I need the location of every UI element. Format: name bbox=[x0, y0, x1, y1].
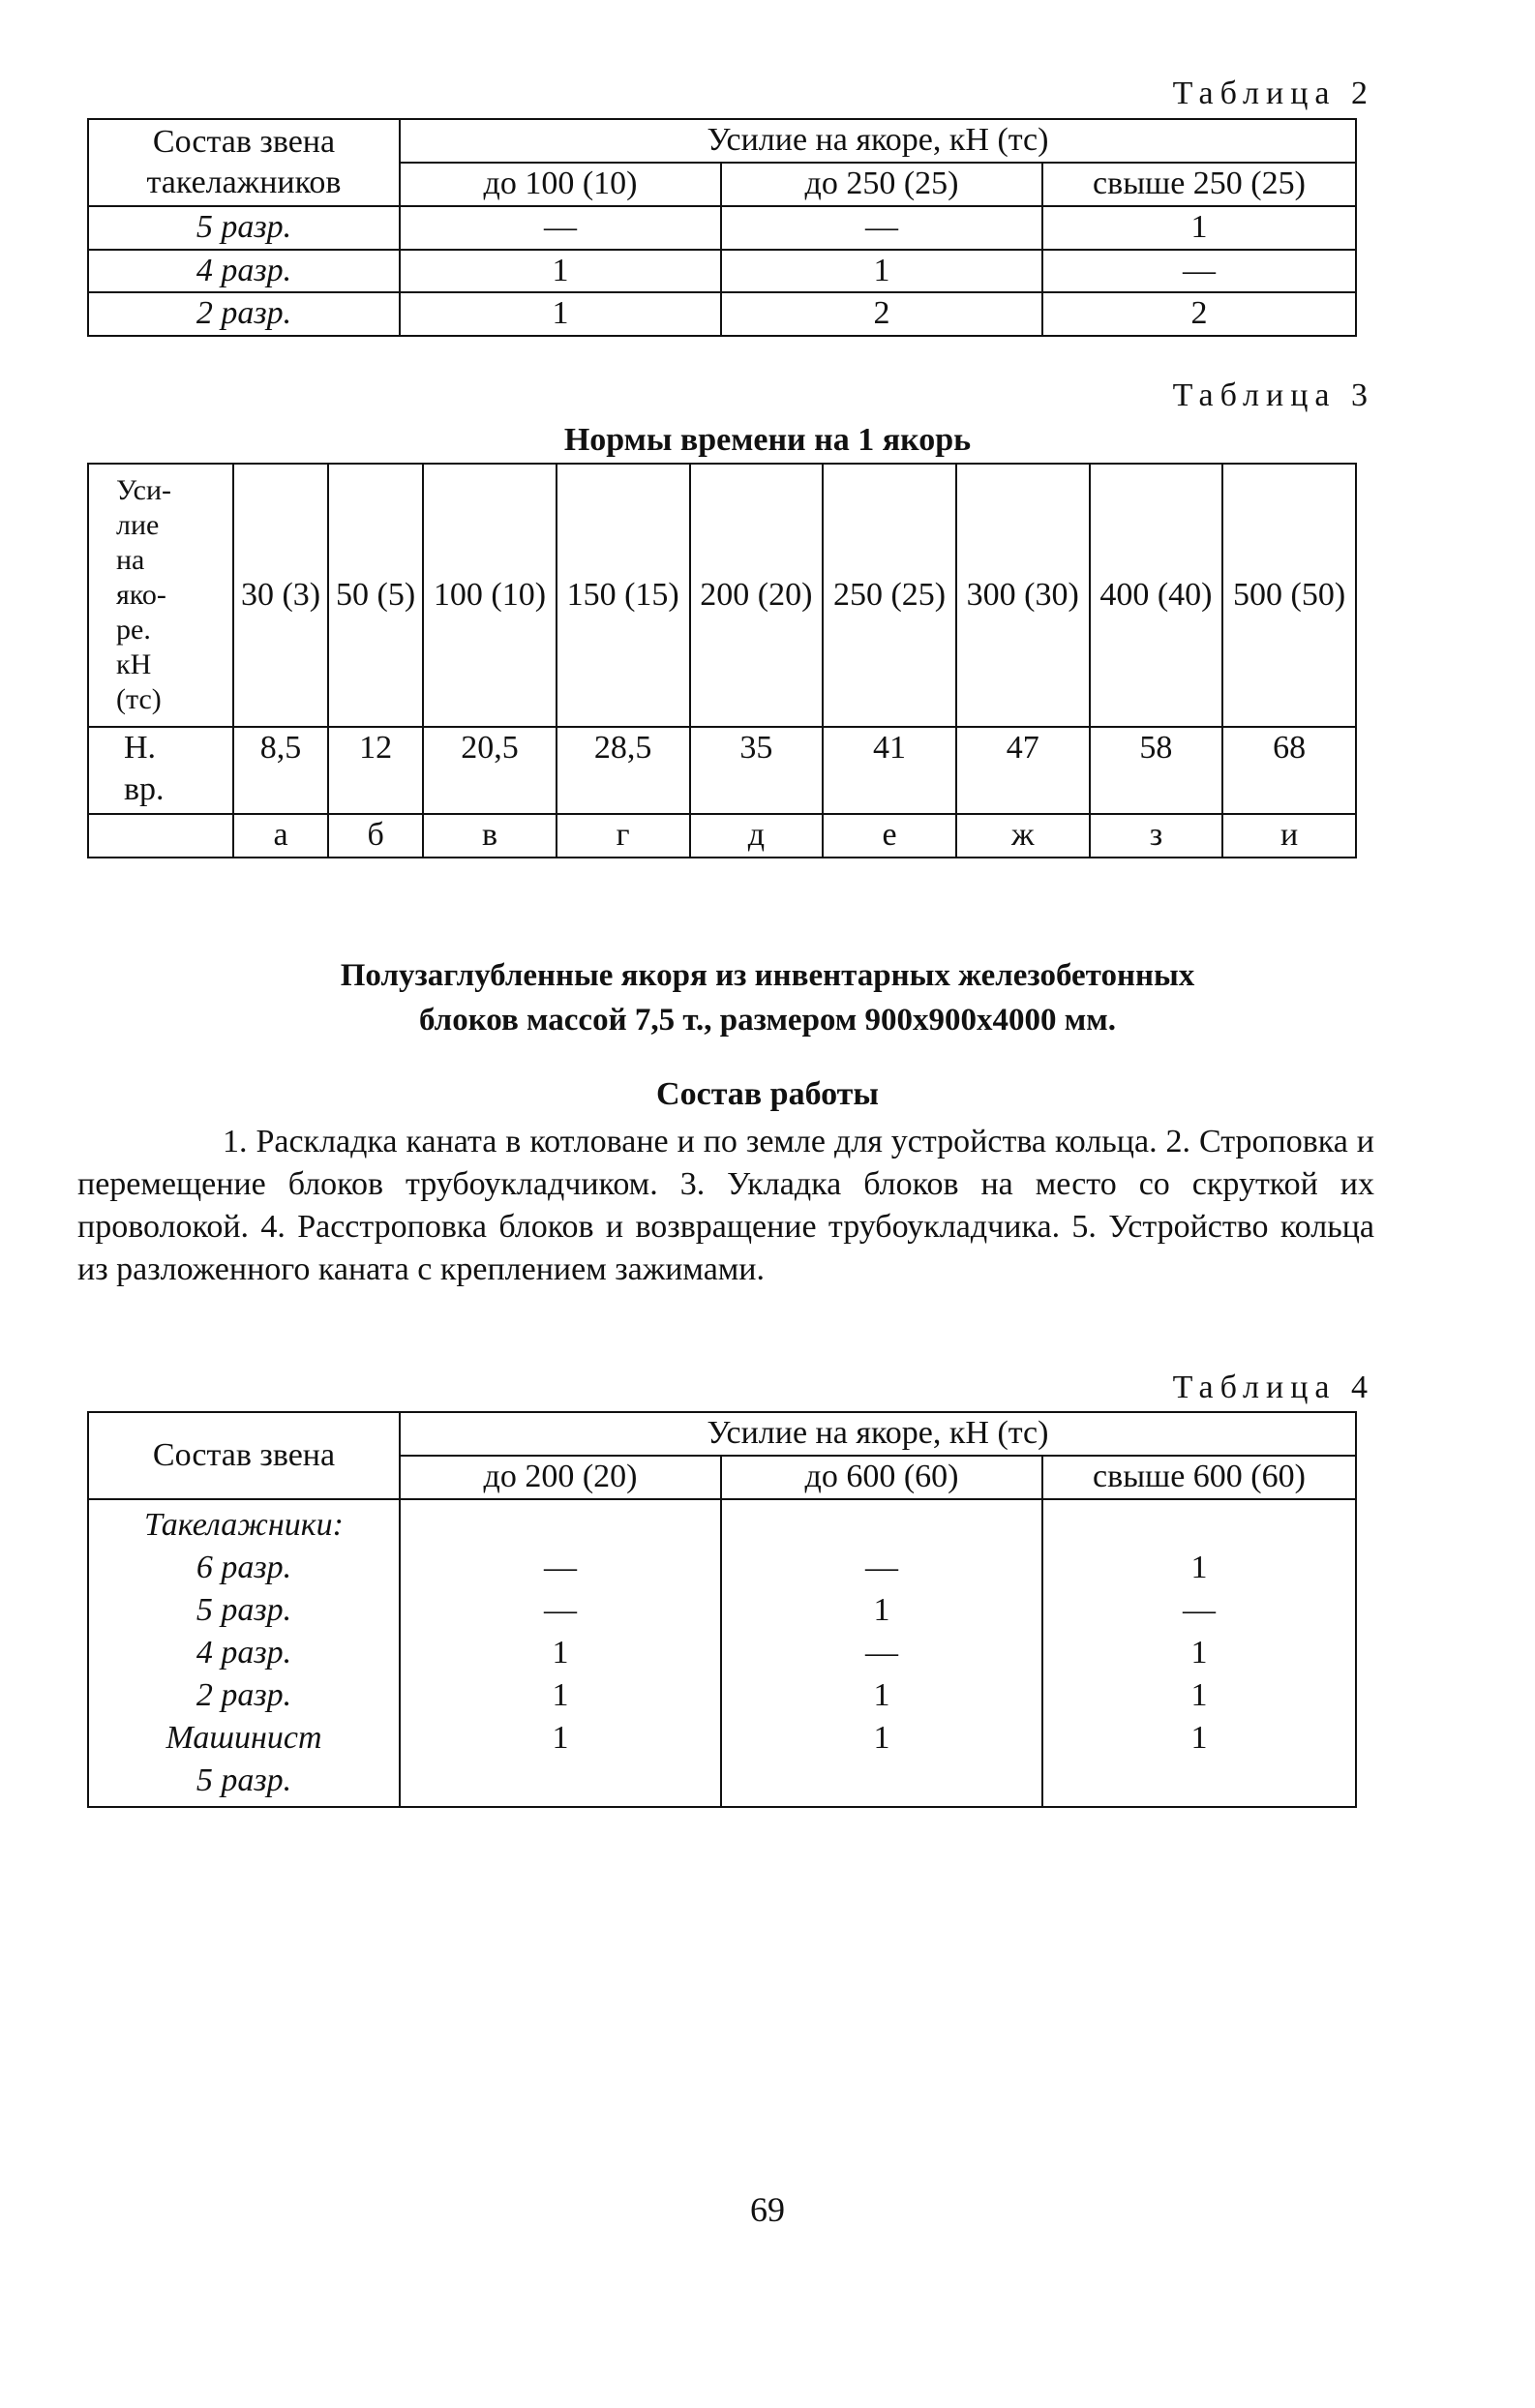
force-cell: 150 (15) bbox=[557, 464, 690, 727]
cell: — bbox=[544, 1592, 577, 1628]
col-values bbox=[721, 1499, 1042, 1807]
cell: 1 bbox=[1190, 1720, 1208, 1756]
cell: 1 bbox=[1042, 206, 1356, 250]
table-row bbox=[88, 727, 1356, 814]
letter-cell: з bbox=[1090, 814, 1223, 858]
cell: 1 bbox=[873, 1677, 890, 1713]
letter-cell: в bbox=[423, 814, 557, 858]
work-heading: Состав работы bbox=[656, 1076, 879, 1112]
force-cell: 50 (5) bbox=[328, 464, 423, 727]
table-row bbox=[88, 292, 1356, 336]
cell: — bbox=[721, 206, 1042, 250]
letter-cell: г bbox=[557, 814, 690, 858]
cell: 1 bbox=[1190, 1635, 1208, 1671]
table2-caption: Таблица 2 bbox=[1172, 75, 1374, 111]
cell: 1 bbox=[552, 1677, 569, 1713]
letter-cell: а bbox=[233, 814, 328, 858]
norm-cell: 47 bbox=[956, 727, 1090, 814]
table2-col-header: до 100 (10) bbox=[400, 163, 721, 206]
row-label: 2 разр. bbox=[88, 292, 400, 336]
cell: 2 bbox=[1042, 292, 1356, 336]
cell: 1 bbox=[552, 1720, 569, 1756]
section-heading bbox=[0, 953, 1535, 1042]
table4-col1-header: Состав звена bbox=[88, 1412, 400, 1499]
norm-cell: 20,5 bbox=[423, 727, 557, 814]
table3 bbox=[87, 463, 1357, 858]
force-cell: 300 (30) bbox=[956, 464, 1090, 727]
cell: — bbox=[1183, 1592, 1216, 1628]
row-label: Машинист bbox=[166, 1720, 322, 1756]
row-label: 5 разр. bbox=[196, 1592, 292, 1628]
row-label: 2 разр. bbox=[196, 1677, 292, 1713]
table2-col1-header: Состав звена такелажников bbox=[88, 119, 400, 206]
cell: 1 bbox=[400, 292, 721, 336]
cell: — bbox=[865, 1635, 898, 1671]
cell: 1 bbox=[721, 250, 1042, 293]
table-row bbox=[88, 814, 1356, 858]
page-number: 69 bbox=[750, 2190, 785, 2229]
col-values bbox=[400, 1499, 721, 1807]
force-cell: 100 (10) bbox=[423, 464, 557, 727]
table-row bbox=[88, 1499, 1356, 1807]
row-label: 5 разр. bbox=[88, 206, 400, 250]
cell: 1 bbox=[400, 250, 721, 293]
row-label: 4 разр. bbox=[196, 1635, 292, 1671]
cell: — bbox=[400, 206, 721, 250]
table2-group-header: Усилие на якоре, кН (тс) bbox=[400, 119, 1356, 163]
row-label: 6 разр. bbox=[196, 1550, 292, 1585]
norm-row-label: Н. вр. bbox=[88, 727, 233, 814]
norm-cell: 41 bbox=[823, 727, 956, 814]
cell: 1 bbox=[552, 1635, 569, 1671]
norm-cell: 58 bbox=[1090, 727, 1223, 814]
table4 bbox=[87, 1411, 1357, 1808]
force-cell: 200 (20) bbox=[690, 464, 824, 727]
force-cell: 400 (40) bbox=[1090, 464, 1223, 727]
row-label: 4 разр. bbox=[88, 250, 400, 293]
cell: 2 bbox=[721, 292, 1042, 336]
row-label: 5 разр. bbox=[196, 1762, 292, 1798]
force-cell: 30 (3) bbox=[233, 464, 328, 727]
cell: — bbox=[1042, 250, 1356, 293]
table2 bbox=[87, 118, 1357, 337]
letter-cell: б bbox=[328, 814, 423, 858]
cell: 1 bbox=[1190, 1550, 1208, 1585]
table2-col-header: свыше 250 (25) bbox=[1042, 163, 1356, 206]
work-text: 1. Раскладка каната в котловане и по земле для устройства кольца. 2. Строповка и перемещение блоков трубоукладчиком. 3. Укладка блоков на место со скруткой их проволокой. 4. Расстроповка блоков и возвращение трубоукладчика. 5. Устройство кольца из разложенного каната с креплением зажимами. bbox=[77, 1124, 1374, 1287]
crew-labels bbox=[88, 1499, 400, 1807]
table-row bbox=[88, 250, 1356, 293]
cell: — bbox=[544, 1550, 577, 1585]
table-row bbox=[88, 206, 1356, 250]
table4-col-header: до 600 (60) bbox=[721, 1456, 1042, 1499]
group-label: Такелажники: bbox=[144, 1507, 344, 1543]
norm-cell: 68 bbox=[1222, 727, 1356, 814]
norm-cell: 8,5 bbox=[233, 727, 328, 814]
section-heading-line1: Полузаглубленные якоря из инвентарных железобетонных bbox=[340, 958, 1195, 993]
norm-cell: 12 bbox=[328, 727, 423, 814]
table4-col-header: до 200 (20) bbox=[400, 1456, 721, 1499]
force-cell: 250 (25) bbox=[823, 464, 956, 727]
norm-cell: 28,5 bbox=[557, 727, 690, 814]
col-values bbox=[1042, 1499, 1356, 1807]
letter-cell: и bbox=[1222, 814, 1356, 858]
table3-title: Нормы времени на 1 якорь bbox=[563, 422, 972, 458]
norm-cell: 35 bbox=[690, 727, 824, 814]
cell: — bbox=[865, 1550, 898, 1585]
letter-cell: д bbox=[690, 814, 824, 858]
table4-col-header: свыше 600 (60) bbox=[1042, 1456, 1356, 1499]
force-cell: 500 (50) bbox=[1222, 464, 1356, 727]
force-row-label: Уси- лие на яко- ре. кН (тс) bbox=[88, 464, 233, 727]
table-row bbox=[88, 464, 1356, 727]
table2-col-header: до 250 (25) bbox=[721, 163, 1042, 206]
letter-row-label bbox=[88, 814, 233, 858]
table4-group-header: Усилие на якоре, кН (тс) bbox=[400, 1412, 1356, 1456]
table4-caption: Таблица 4 bbox=[1172, 1370, 1374, 1405]
cell: 1 bbox=[873, 1592, 890, 1628]
section-heading-line2: блоков массой 7,5 т., размером 900х900х4000 мм. bbox=[419, 1003, 1116, 1038]
table3-caption: Таблица 3 bbox=[1172, 377, 1374, 413]
cell: 1 bbox=[1190, 1677, 1208, 1713]
letter-cell: ж bbox=[956, 814, 1090, 858]
letter-cell: е bbox=[823, 814, 956, 858]
cell: 1 bbox=[873, 1720, 890, 1756]
